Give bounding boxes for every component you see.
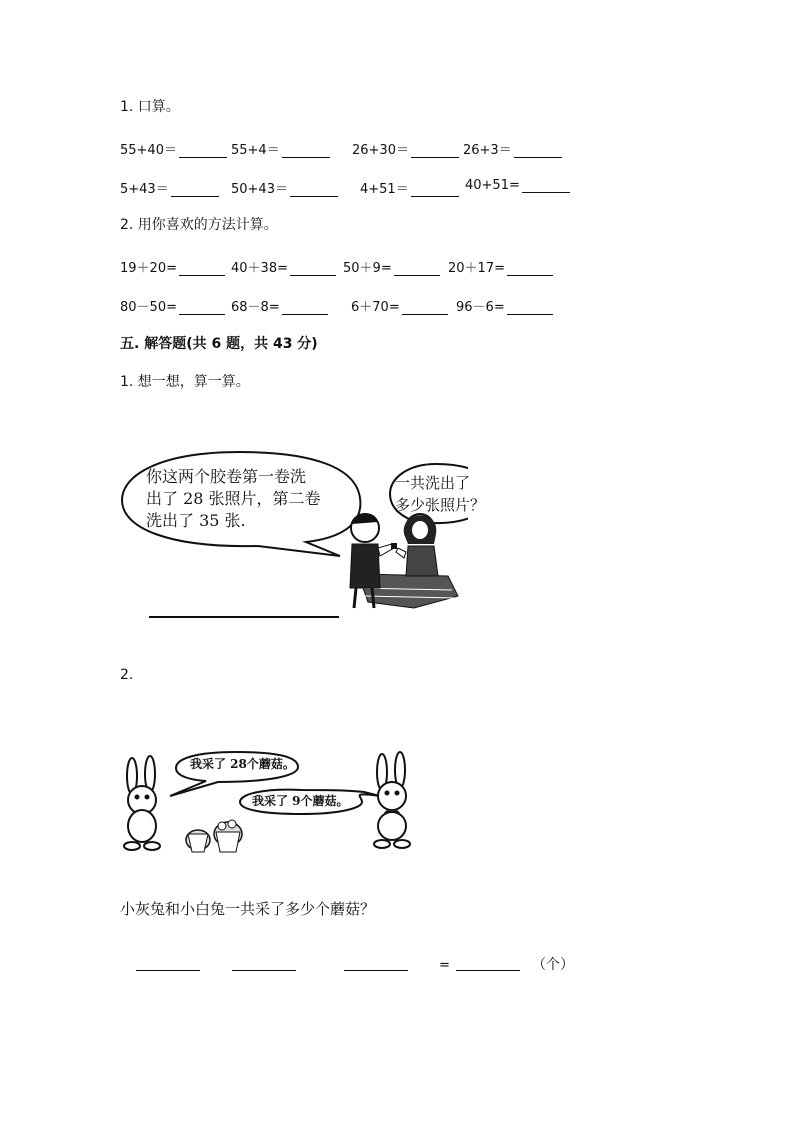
answer-blank[interactable] [282, 143, 330, 158]
expr: 80－50= [120, 300, 177, 315]
answer-blank[interactable] [507, 261, 553, 276]
expr: 4+51＝ [360, 182, 409, 197]
unit-label: （个） [532, 957, 574, 973]
speech-line: 你这两个胶卷第一卷洗 [146, 467, 307, 486]
answer-blank-1[interactable] [136, 970, 200, 971]
expr: 68－8= [231, 300, 280, 315]
answer-blank[interactable] [411, 143, 459, 158]
expr: 19＋20= [120, 261, 177, 276]
answer-blank-2[interactable] [232, 970, 296, 971]
speech-bubble-right [395, 472, 485, 516]
section-5-heading: 五. 解答题(共 6 题，共 43 分) [120, 336, 318, 352]
q2-question: 小灰兔和小白兔一共采了多少个蘑菇？ [120, 900, 376, 918]
expr: 6＋70= [351, 300, 400, 315]
answer-blank[interactable] [514, 143, 562, 158]
answer-blank[interactable] [394, 261, 440, 276]
expr: 26+30＝ [352, 143, 409, 158]
s5-q2-title: 2. [120, 667, 134, 683]
rabbit-speech-2: 我采了 9个蘑菇。 [252, 794, 349, 808]
expr: 40+51= [465, 178, 520, 193]
speech-line: 出了 28 张照片，第二卷 [146, 489, 321, 508]
answer-blank[interactable] [402, 300, 448, 315]
expr: 40＋38= [231, 261, 288, 276]
expr: 50+43＝ [231, 182, 288, 197]
expr: 20＋17= [448, 261, 505, 276]
expr: 55+40＝ [120, 143, 177, 158]
q2-title: 2. 用你喜欢的方法计算。 [120, 217, 278, 233]
answer-blank[interactable] [507, 300, 553, 315]
answer-blank[interactable] [171, 182, 219, 197]
speech-line: 一共洗出了 [395, 474, 471, 492]
answer-line[interactable] [149, 616, 339, 618]
speech-line: 多少张照片？ [395, 496, 486, 514]
equals-sign: = [439, 958, 450, 973]
expr: 50＋9= [343, 261, 392, 276]
answer-blank[interactable] [290, 261, 336, 276]
rabbit-speech-1: 我采了 28个蘑菇。 [190, 757, 295, 771]
answer-blank[interactable] [282, 300, 328, 315]
answer-blank-3[interactable] [344, 970, 408, 971]
answer-blank-result[interactable] [456, 970, 520, 971]
answer-blank[interactable] [179, 300, 225, 315]
expr: 5+43＝ [120, 182, 169, 197]
expr: 26+3＝ [463, 143, 512, 158]
speech-line: 洗出了 35 张. [146, 511, 246, 530]
speech-bubble-left [146, 466, 321, 532]
answer-blank[interactable] [411, 182, 459, 197]
s5-q1-title: 1. 想一想，算一算。 [120, 374, 250, 390]
answer-blank[interactable] [179, 261, 225, 276]
answer-blank[interactable] [522, 178, 570, 193]
answer-blank[interactable] [290, 182, 338, 197]
answer-blank[interactable] [179, 143, 227, 158]
expr: 96－6= [456, 300, 505, 315]
expr: 55+4＝ [231, 143, 280, 158]
q1-title: 1. 口算。 [120, 99, 180, 115]
